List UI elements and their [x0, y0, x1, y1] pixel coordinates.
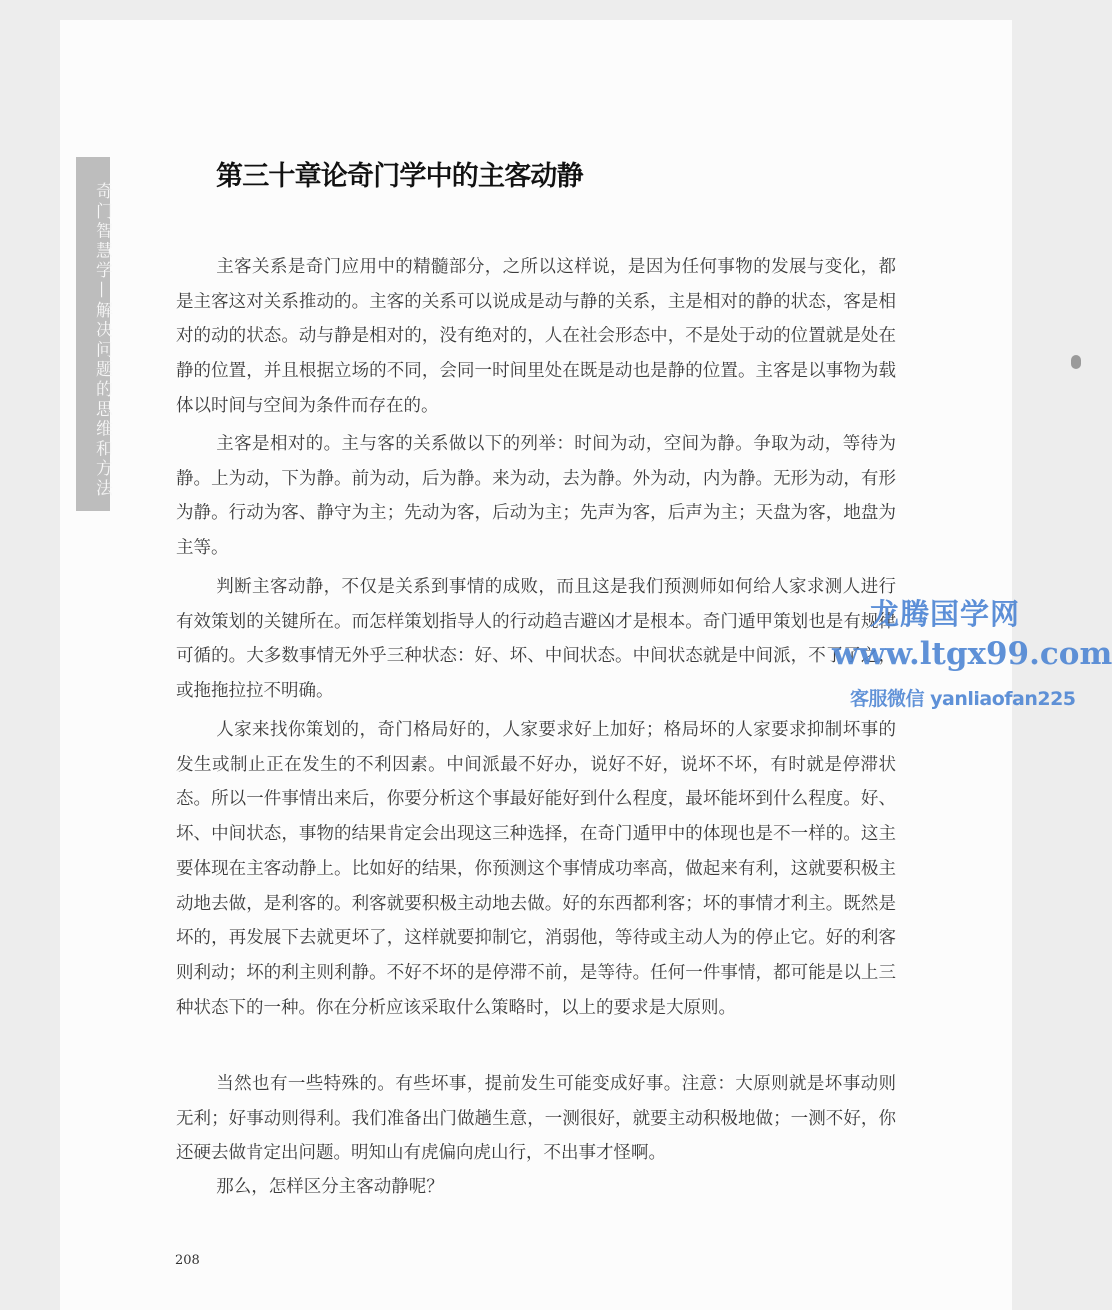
side-tab-book-title: 奇门智慧学—解决问题的思维和方法: [76, 157, 110, 511]
watermark-url: www.ltgx99.com: [832, 636, 1112, 672]
paragraph: 那么，怎样区分主客动静呢？: [216, 1177, 444, 1197]
paragraph: 判断主客动静，不仅是关系到事情的成败，而且这是我们预测师如何给人家求测人进行有效策划的关键所在。而怎样策划指导人的行动趋吉避凶才是根本。奇门遁甲策划也是有规律可循的。大多数事情无外乎三种状态：好、坏、中间状态。中间状态就是中间派，不了了之，或拖拖拉拉不明确。: [176, 577, 896, 702]
page-number: 208: [175, 1253, 200, 1268]
chapter-title: 第三十章论奇门学中的主客动静: [216, 161, 583, 192]
watermark-brand: 龙腾国学网: [870, 597, 1021, 631]
paragraph: 当然也有一些特殊的。有些坏事，提前发生可能变成好事。注意：大原则就是坏事动则无利；好事动则得利。我们准备出门做趟生意，一测很好，就要主动积极地做；一测不好，你还硬去做肯定出问题。明知山有虎偏向虎山行，不出事才怪啊。: [176, 1074, 896, 1164]
paragraph: 主客关系是奇门应用中的精髓部分，之所以这样说，是因为任何事物的发展与变化，都是主客这对关系推动的。主客的关系可以说成是动与静的关系，主是相对的静的状态，客是相对的动的状态。动与静是相对的，没有绝对的，人在社会形态中，不是处于动的位置就是处在静的位置，并且根据立场的不同，会同一时间里处在既是动也是静的位置。主客是以事物为载体以时间与空间为条件而存在的。: [176, 257, 896, 416]
paragraph: 主客是相对的。主与客的关系做以下的列举：时间为动，空间为静。争取为动，等待为静。上为动，下为静。前为动，后为静。来为动，去为静。外为动，内为静。无形为动，有形为静。行动为客、静守为主；先动为客，后动为主；先声为客，后声为主；天盘为客，地盘为主等。: [176, 434, 896, 559]
watermark-contact: 客服微信 yanliaofan225: [850, 688, 1076, 710]
scroll-indicator[interactable]: [1071, 355, 1081, 369]
paragraph: 人家来找你策划的，奇门格局好的，人家要求好上加好；格局坏的人家要求抑制坏事的发生或制止正在发生的不利因素。中间派最不好办，说好不好，说坏不坏，有时就是停滞状态。所以一件事情出来后，你要分析这个事最好能好到什么程度，最坏能坏到什么程度。好、坏、中间状态，事物的结果肯定会出现这三种选择，在奇门遁甲中的体现也是不一样的。这主要体现在主客动静上。比如好的结果，你预测这个事情成功率高，做起来有利，这就要积极主动地去做，是利客的。利客就要积极主动地去做。好的东西都利客；坏的事情才利主。既然是坏的，再发展下去就更坏了，这样就要抑制它，消弱他，等待或主动人为的停止它。好的利客则利动；坏的利主则利静。不好不坏的是停滞不前，是等待。任何一件事情，都可能是以上三种状态下的一种。你在分析应该采取什么策略时，以上的要求是大原则。: [176, 720, 896, 1018]
